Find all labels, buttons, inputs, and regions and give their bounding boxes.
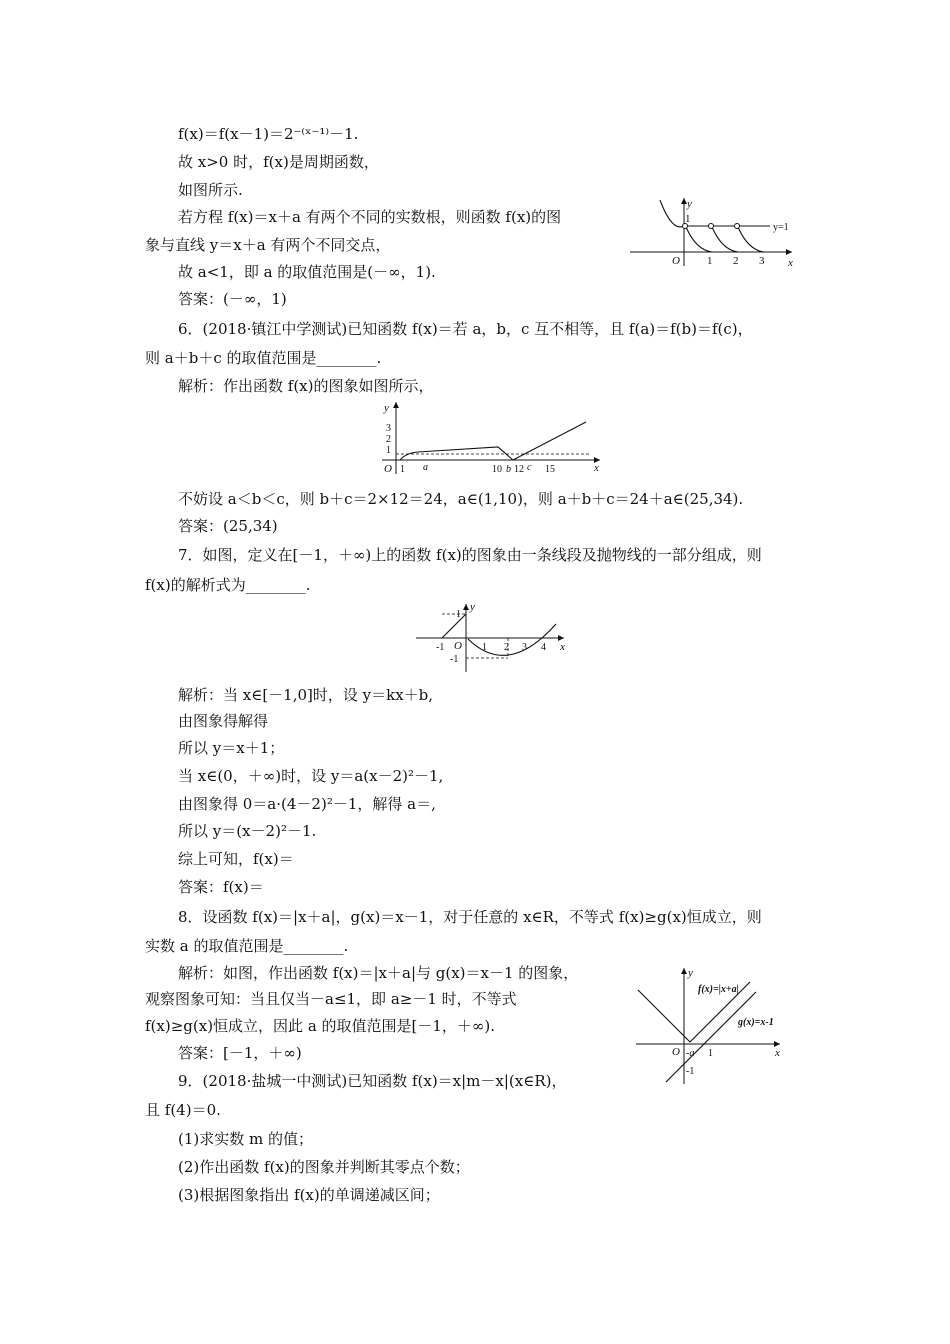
y-tick: 1 — [386, 445, 391, 456]
y-arrow-icon — [681, 968, 687, 974]
text-line: 象与直线 y＝x＋a 有两个不同交点， — [145, 236, 391, 254]
origin-label: O — [384, 463, 392, 475]
text-line: f(x)＝f(x－1)＝2⁻⁽ˣ⁻¹⁾－1. — [178, 125, 359, 143]
figure-segment-parabola — [414, 600, 572, 674]
x-tick: 3 — [522, 642, 527, 653]
curve-1 — [686, 227, 712, 252]
figure-periodic — [630, 196, 800, 268]
problem-9: 9．(2018·盐城一中测试)已知函数 f(x)＝x|m－x|(x∈R)， — [178, 1072, 567, 1090]
text-line: 故 x>0 时，f(x)是周期函数， — [178, 153, 379, 171]
text-line: 故 a<1，即 a 的取值范围是(－∞，1). — [178, 263, 436, 281]
text-line: 不妨设 a＜b＜c，则 b＋c＝2×12＝24，a∈(1,10)，则 a＋b＋c＝24＋a∈(25,34). — [178, 490, 744, 508]
curve-2 — [712, 227, 738, 252]
x-tick: 12 — [514, 464, 524, 475]
x-tick: 2 — [504, 642, 509, 653]
y-tick: 3 — [386, 423, 391, 434]
text-line: 由图象得 0＝a·(4－2)²－1，解得 a＝, — [178, 795, 436, 813]
x-tick: 2 — [733, 255, 739, 267]
x-tick: a — [423, 462, 428, 473]
figure-abs-line — [632, 962, 788, 1086]
figure-piecewise — [372, 400, 608, 476]
segment — [442, 614, 466, 638]
text-line: 观察图象可知：当且仅当－a≤1，即 a≥－1 时，不等式 — [145, 990, 517, 1008]
x-label: x — [788, 257, 793, 268]
text-line: 当 x∈(0，＋∞)时，设 y＝a(x－2)²－1, — [178, 767, 444, 785]
text-line: 由图象得解得 — [178, 712, 269, 730]
y-tick: -1 — [686, 1066, 695, 1077]
text-line: 如图所示. — [178, 181, 243, 199]
origin-label: O — [672, 1046, 680, 1058]
solution-line: 解析：作出函数 f(x)的图象如图所示， — [178, 377, 434, 395]
text-line: 若方程 f(x)＝x＋a 有两个不同的实数根，则函数 f(x)的图 — [178, 208, 562, 226]
y-arrow-icon — [463, 604, 469, 610]
f-label: f(x)=|x+a| — [698, 984, 739, 995]
origin-label: O — [454, 640, 462, 652]
problem-8: 8．设函数 f(x)＝|x＋a|，g(x)＝x－1，对于任意的 x∈R，不等式 f(x)≥g(x)恒成立，则 — [178, 908, 762, 926]
text-line: 且 f(4)＝0. — [145, 1101, 221, 1119]
answer-line: 答案：(－∞，1) — [178, 290, 287, 308]
solution-line: 解析：如图，作出函数 f(x)＝|x＋a|与 g(x)＝x－1 的图象， — [178, 964, 579, 982]
text-line: 综上可知，f(x)＝ — [178, 850, 294, 868]
curve-3 — [738, 227, 764, 252]
x-tick: 4 — [541, 642, 546, 653]
subquestion: (2)作出函数 f(x)的图象并判断其零点个数； — [178, 1158, 470, 1176]
answer-line: 答案：(25,34) — [178, 517, 278, 535]
x-tick: 1 — [482, 642, 487, 653]
text-line: 实数 a 的取值范围是________. — [145, 937, 349, 955]
g-label: g(x)=x-1 — [738, 1017, 774, 1028]
x-tick: -1 — [436, 642, 445, 653]
text-line: 所以 y＝(x－2)²－1. — [178, 822, 317, 840]
y-tick: 1 — [685, 213, 691, 225]
x-label: x — [594, 462, 599, 474]
y-tick: 2 — [386, 434, 391, 445]
x-tick: 1 — [707, 255, 713, 267]
x-tick: 10 — [492, 464, 502, 475]
problem-6: 6．(2018·镇江中学测试)已知函数 f(x)＝若 a，b，c 互不相等，且 f(a)＝f(b)＝f(c)， — [178, 320, 753, 338]
y-label: y — [384, 402, 389, 414]
text-line: f(x)的解析式为________. — [145, 576, 311, 594]
line-graph — [666, 992, 756, 1082]
origin-label: O — [672, 255, 680, 267]
x-tick: c — [527, 462, 532, 473]
subquestion: (3)根据图象指出 f(x)的单调递减区间； — [178, 1186, 440, 1204]
x-tick: 3 — [759, 255, 765, 267]
y-label: y — [470, 601, 475, 613]
problem-7: 7．如图，定义在[－1，＋∞)上的函数 f(x)的图象由一条线段及抛物线的一部分组成，则 — [178, 546, 762, 564]
text-line: f(x)≥g(x)恒成立，因此 a 的取值范围是[－1，＋∞). — [145, 1017, 496, 1035]
answer-line: 答案：[－1，＋∞) — [178, 1044, 302, 1062]
curve-left — [660, 200, 684, 227]
text-line: 所以 y＝x＋1； — [178, 739, 285, 757]
y-label: y — [687, 198, 692, 210]
line-label: y=1 — [773, 222, 789, 233]
y-label: y — [688, 967, 693, 979]
x-tick: b — [506, 464, 511, 475]
x-tick: 1 — [708, 1048, 713, 1059]
y-tick: -1 — [450, 654, 459, 665]
x-arrow-icon — [786, 249, 792, 255]
text-line: 则 a＋b＋c 的取值范围是________. — [145, 349, 382, 367]
x-tick: 1 — [400, 464, 405, 475]
answer-line: 答案：f(x)＝ — [178, 878, 264, 896]
y-tick: 1 — [456, 609, 461, 620]
subquestion: (1)求实数 m 的值； — [178, 1130, 314, 1148]
solution-line: 解析：当 x∈[－1,0]时，设 y＝kx＋b, — [178, 686, 434, 704]
x-label: x — [560, 641, 565, 653]
open-point — [735, 224, 740, 229]
y-arrow-icon — [393, 402, 399, 408]
open-point — [709, 224, 714, 229]
x-label: x — [775, 1047, 780, 1059]
x-tick: 15 — [545, 464, 555, 475]
x-tick: -a — [686, 1048, 695, 1059]
